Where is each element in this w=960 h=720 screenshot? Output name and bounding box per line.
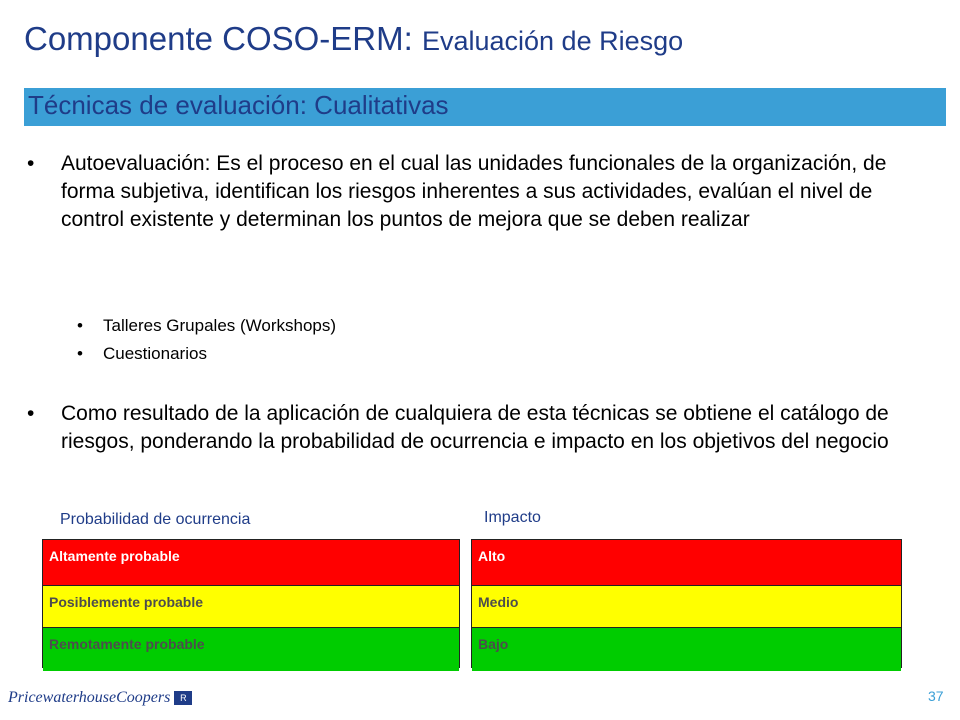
company-logo [8,689,192,707]
probability-row-medium: Posiblemente probable [43,586,459,628]
sub-bullet-text: Cuestionarios [103,344,207,363]
sub-bullet-item [77,343,207,365]
impact-row-high: Alto [472,540,901,586]
company-logo-text: PricewaterhouseCoopers [8,689,171,706]
slide-title-main: Componente COSO-ERM: [24,20,422,57]
sub-bullet-item [77,315,337,337]
bullet-item [27,150,891,234]
impact-table-label: Impacto [484,509,541,526]
sub-bullet-text: Talleres Grupales (Workshops) [103,316,337,335]
impact-row-medium: Medio [472,586,901,628]
probability-row-high: Altamente probable [43,540,459,586]
section-header: Técnicas de evaluación: Cualitativas [28,90,449,120]
bullet-text: Autoevaluación: Es el proceso en el cual las unidades funcionales de la organización, de forma subjetiva, identifican los riesgos inherentes a sus actividades, evalúan el nivel de control existente y determinan los puntos de mejora que se deben realizar [61,152,887,231]
bullet-dot: • [27,402,35,425]
bullet-item [27,400,891,456]
impact-row-low: Bajo [472,628,901,671]
section-header-band [24,88,946,126]
bullet-text: Como resultado de la aplicación de cualquiera de esta técnicas se obtiene el catálogo de riesgos, ponderando la probabilidad de ocurrencia e impacto en los objetivos del negocio [61,402,889,453]
bullet-dot: • [27,152,35,175]
page-number: 37 [928,688,944,704]
slide-title [24,20,683,58]
slide-title-sub: Evaluación de Riesgo [421,26,684,56]
impact-table [471,539,902,668]
bullet-dot: • [77,344,83,363]
probability-table-label: Probabilidad de ocurrencia [60,511,251,528]
logo-badge-icon: R [174,691,192,705]
probability-row-low: Remotamente probable [43,628,459,671]
probability-table [42,539,460,668]
bullet-dot: • [77,316,83,335]
